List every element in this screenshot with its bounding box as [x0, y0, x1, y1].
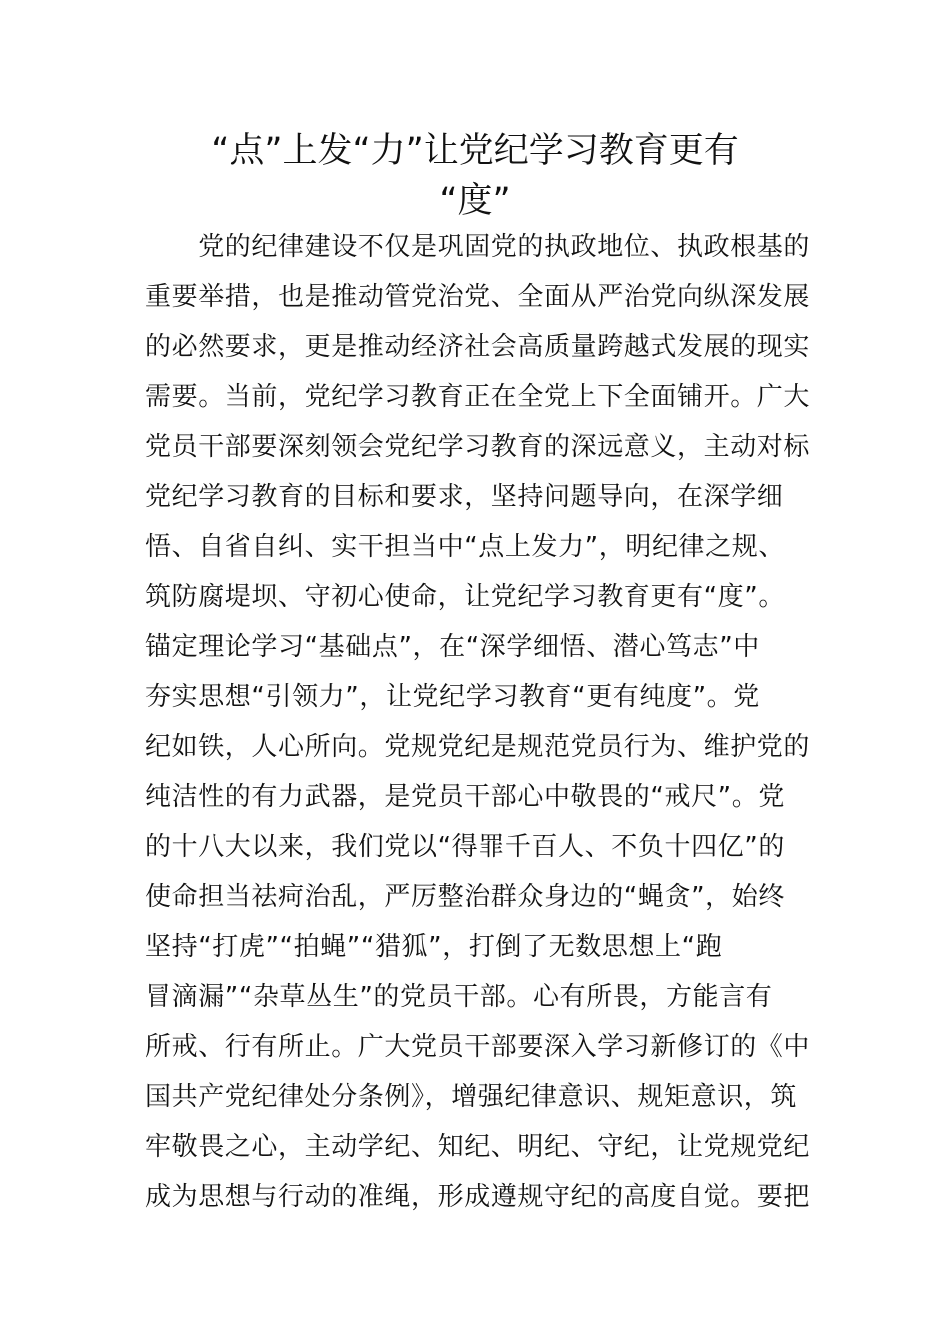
- body-line: 党纪学习教育的目标和要求，坚持问题导向，在深学细: [145, 482, 784, 512]
- body-line: 的必然要求，更是推动经济社会高质量跨越式发展的现实: [145, 332, 811, 362]
- title-line-1: “点”上发“力”让党纪学习教育更有: [211, 131, 739, 171]
- title-line-2: “度”: [439, 181, 511, 221]
- body-line: 纪如铁，人心所向。党规党纪是规范党员行为、维护党的: [145, 732, 811, 762]
- body-line: 锚定理论学习“基础点”，在“深学细悟、潜心笃志”中: [145, 632, 760, 662]
- body-line: 夯实思想“引领力”，让党纪学习教育“更有纯度”。党: [145, 682, 760, 712]
- body-line: 需要。当前，党纪学习教育正在全党上下全面铺开。广大: [145, 382, 811, 412]
- body-line: 成为思想与行动的准绳，形成遵规守纪的高度自觉。要把: [145, 1182, 811, 1212]
- body-line: 悟、自省自纠、实干担当中“点上发力”，明纪律之规、: [145, 532, 785, 562]
- body-line: 的十八大以来，我们党以“得罪千百人、不负十四亿”的: [145, 832, 785, 862]
- body-line: 牢敬畏之心，主动学纪、知纪、明纪、守纪，让党规党纪: [145, 1132, 811, 1162]
- body-line: 纯洁性的有力武器，是党员干部心中敬畏的“戒尺”。党: [145, 782, 785, 812]
- body-line: 党员干部要深刻领会党纪学习教育的深远意义，主动对标: [145, 432, 811, 462]
- body-line: 坚持“打虎”“拍蝇”“猎狐”，打倒了无数思想上“跑: [145, 932, 723, 962]
- body-line: 所戒、行有所止。广大党员干部要深入学习新修订的《中: [145, 1032, 811, 1062]
- body-line: 重要举措，也是推动管党治党、全面从严治党向纵深发展: [145, 282, 811, 312]
- body-line: 国共产党纪律处分条例》，增强纪律意识、规矩意识，筑: [145, 1082, 798, 1112]
- body-line: 使命担当祛疴治乱，严厉整治群众身边的“蝇贪”，始终: [145, 882, 785, 912]
- body-line: 筑防腐堤坝、守初心使命，让党纪学习教育更有“度”。: [145, 582, 785, 612]
- body-line: 党的纪律建设不仅是巩固党的执政地位、执政根基的: [145, 232, 811, 262]
- body-line: 冒滴漏”“杂草丛生”的党员干部。心有所畏，方能言有: [145, 982, 773, 1012]
